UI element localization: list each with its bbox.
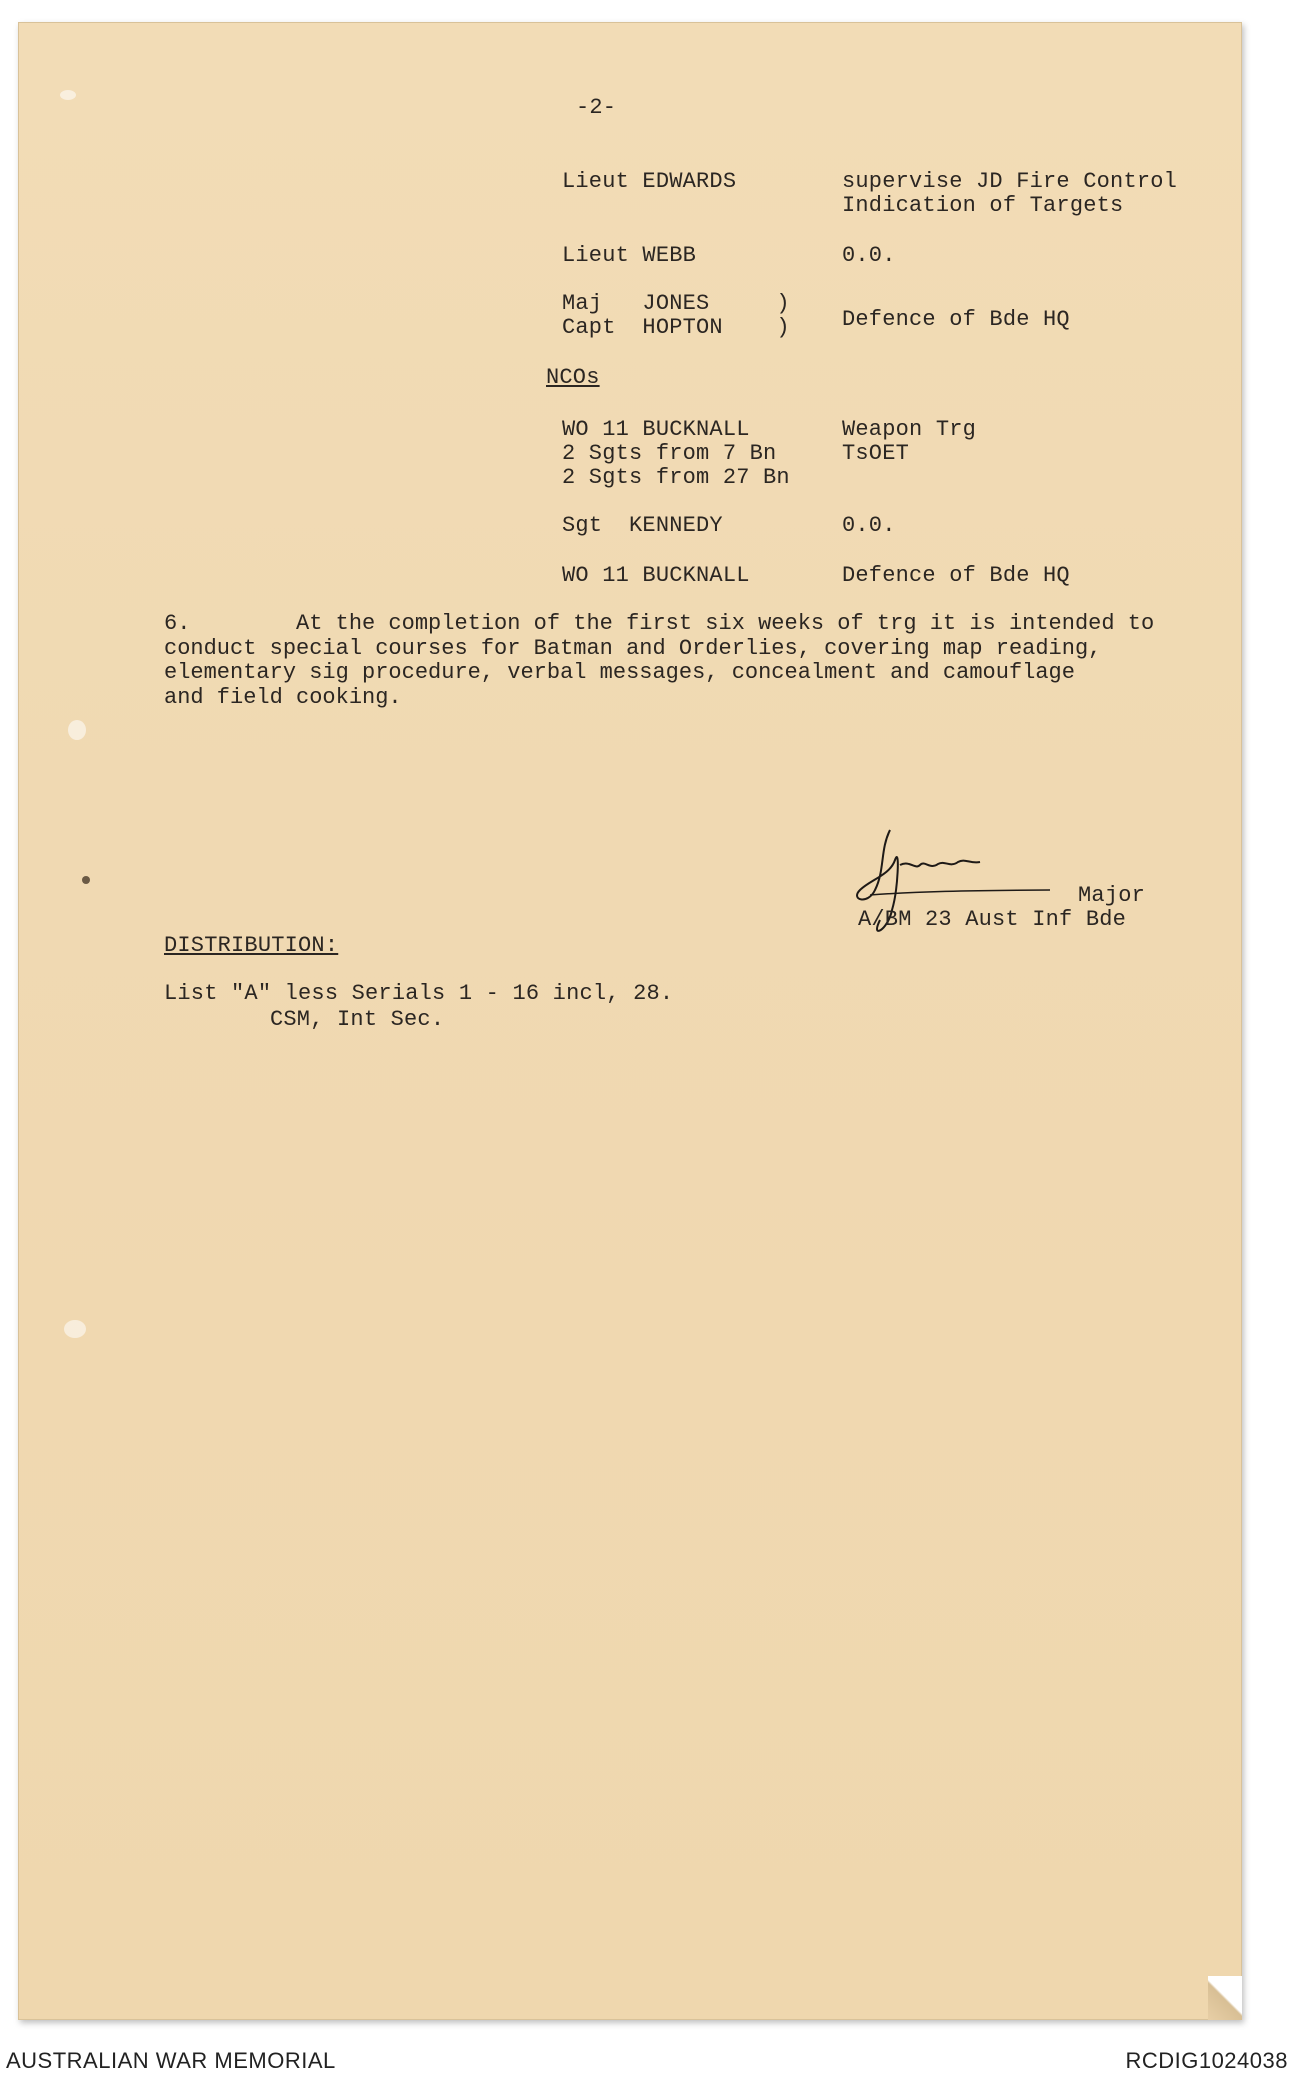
nco-duty: Weapon Trg TsOET — [842, 417, 977, 466]
nco-duty: Defence of Bde HQ — [842, 563, 1070, 588]
page-number: -2- — [576, 95, 617, 120]
officer-name: Lieut EDWARDS — [562, 169, 737, 194]
officer-duty: 0.0. — [842, 243, 896, 268]
footer-reference-id: RCDIG1024038 — [1125, 2048, 1288, 2073]
paper-mark — [82, 876, 90, 884]
nco-name: WO 11 BUCKNALL 2 Sgts from 7 Bn 2 Sgts from 27 Bn — [562, 417, 790, 490]
nco-name: Sgt KENNEDY — [562, 513, 723, 538]
distribution-line: CSM, Int Sec. — [270, 1007, 445, 1032]
signature-appointment: A/BM 23 Aust Inf Bde — [858, 907, 1127, 932]
paper-mark — [64, 1320, 86, 1338]
officer-duty: supervise JD Fire Control Indication of Targets — [842, 169, 1178, 218]
paper-mark — [60, 90, 76, 100]
officer-duty: Defence of Bde HQ — [842, 307, 1070, 332]
paper-mark — [68, 720, 86, 740]
footer-archive-name: AUSTRALIAN WAR MEMORIAL — [6, 2048, 336, 2073]
distribution-heading: DISTRIBUTION: — [164, 933, 339, 958]
officer-name: Maj JONES ) Capt HOPTON ) — [562, 291, 790, 340]
distribution-line: List "A" less Serials 1 - 16 incl, 28. — [164, 981, 674, 1006]
ncos-heading: NCOs — [546, 365, 600, 390]
officer-name: Lieut WEBB — [562, 243, 697, 268]
signature-rank: Major — [1078, 883, 1146, 908]
paragraph-6: 6. At the completion of the first six weeks of trg it is intended to conduct special courses for Batman and Orderlies, covering map reading, elementary sig procedure, verbal messages, concealment and camouflage and field cooking. — [164, 611, 1155, 710]
nco-duty: 0.0. — [842, 513, 896, 538]
nco-name: WO 11 BUCKNALL — [562, 563, 750, 588]
